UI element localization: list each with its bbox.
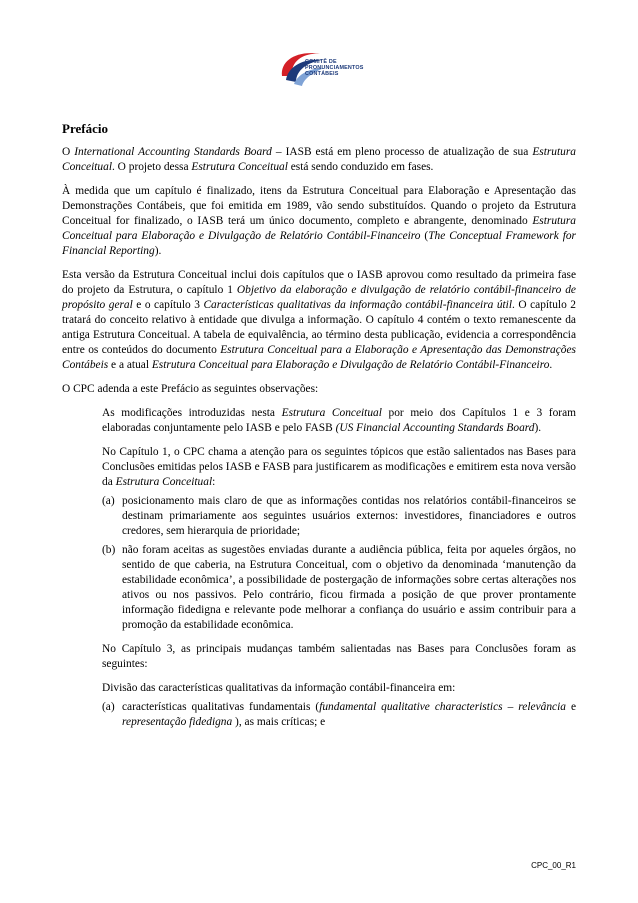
logo-line-3: CONTÁBEIS [305, 71, 339, 78]
text: . O projeto dessa [111, 161, 192, 173]
paragraph-2 [62, 184, 576, 259]
list-item [102, 543, 576, 633]
text: e a atual [108, 359, 152, 371]
list-item-text [122, 700, 576, 730]
text: e o capítulo 3 [132, 299, 204, 311]
paragraph-1 [62, 145, 576, 175]
paragraph-8: Divisão das características qualitativas da informação contábil-financeira em: [102, 682, 456, 694]
list-item-text: posicionamento mais claro de que as informações contidas nos relatórios contábil-financeiros se destinam primariamente aos seguintes usuários externos: investidores, financiadores e outros credores, sem hierarquia de prioridade; [122, 495, 576, 537]
text: ). [534, 422, 542, 434]
text: As modificações introduzidas nesta [102, 407, 282, 419]
emphasis: fundamental qualitative characteristics [319, 701, 503, 713]
list-item-label: (a) [102, 701, 115, 713]
paragraph-4: O CPC adenda a este Prefácio as seguintes observações: [62, 383, 319, 395]
list-item-text: não foram aceitas as sugestões enviadas durante a audiência pública, feita por aqueles órgãos, no sentido de que caberia, na Estrutura Conceitual, com o objetivo da denominada ‘manutenção da estabilidade econômica’, a possibilidade de postergação de informações sobre certas alterações nos ativos ou nos passivos. Pelo contrário, ficou firmada a posição de que prover prontamente informação fidedigna e relevante pode melhorar a confiança do usuário e assim contribuir para a promoção da estabilidade econômica. [122, 544, 576, 631]
text: e [565, 701, 576, 713]
text: À medida que um capítulo é finalizado, itens da Estrutura Conceitual para Elaboração e Apresentação das Demonstrações Contábeis, que foi emitida em 1989, vão sendo substituídos. Quando o projeto da Estrutura Conceitual for finalizado, o IASB terá um único documento, completo e abrangente, denominado [62, 185, 576, 227]
list-item [102, 494, 576, 539]
text: está sendo conduzido em fases. [287, 161, 434, 173]
emphasis: (US Financial Accounting Standards Board [335, 422, 535, 434]
paragraph-3 [62, 268, 576, 373]
page-title: Prefácio [62, 121, 108, 136]
list-item [102, 700, 576, 730]
page-footer-code: CPC_00_R1 [531, 861, 576, 870]
emphasis: Estrutura Conceitual [115, 476, 213, 488]
text: O [62, 146, 75, 158]
emphasis: The Conceptual Framework for Financial Reporting [62, 230, 576, 257]
text: . O capítulo 2 tratará do conceito relativo à entidade que divulga a informação. O capítulo 4 contém o texto remanescente da antiga Estrutura Conceitual. A tabela de equivalência, ao término desta publicação, evidencia a correspondência entre os conteúdos do documento [62, 299, 576, 356]
emphasis: relevância [518, 701, 566, 713]
emphasis: Estrutura Conceitual [191, 161, 288, 173]
text: ( [420, 230, 429, 242]
paragraph-7: No Capítulo 3, as principais mudanças também salientadas nas Bases para Conclusões foram as seguintes: [102, 643, 576, 670]
text: – [502, 701, 519, 713]
paragraph-5 [102, 406, 576, 436]
document-body [62, 120, 576, 734]
emphasis: Características qualitativas da informação contábil-financeira útil [203, 299, 513, 311]
text: : [212, 476, 216, 488]
text: Esta versão da Estrutura Conceitual inclui dois capítulos que o IASB aprovou como resultado da primeira fase do projeto da Estrutura, o capítulo 1 [62, 269, 576, 296]
text: características qualitativas fundamentais ( [122, 701, 320, 713]
text: por meio dos Capítulos 1 e 3 foram elaboradas conjuntamente pelo IASB e pelo FASB [102, 407, 576, 434]
logo-text [305, 59, 364, 78]
text: No Capítulo 1, o CPC chama a atenção para os seguintes tópicos que estão salientados nas Bases para Conclusões emitidas pelos IASB e FASB para justificarem as modificações e emitirem esta nova versão da [102, 446, 576, 488]
text: ). [154, 245, 162, 257]
list-item-label: (b) [102, 544, 116, 556]
text: – IASB está em pleno processo de atualização de sua [271, 146, 533, 158]
emphasis: International Accounting Standards Board [74, 146, 272, 158]
logo-line-1: COMITÊ DE [305, 59, 337, 65]
emphasis: Estrutura Conceitual para a Elaboração e Apresentação das Demonstrações Contábeis [62, 344, 576, 371]
logo-line-2: PRONUNCIAMENTOS [305, 65, 364, 72]
emphasis: Estrutura Conceitual [281, 407, 382, 419]
emphasis: Estrutura Conceitual para Elaboração e Divulgação de Relatório Contábil-Financeiro [62, 215, 576, 242]
emphasis: Estrutura Conceitual para Elaboração e Divulgação de Relatório Contábil-Financeiro [151, 359, 550, 371]
emphasis: Estrutura Conceitual [62, 146, 576, 173]
emphasis: representação fidedigna [122, 716, 233, 728]
list-item-label: (a) [102, 495, 115, 507]
text: . [549, 359, 553, 371]
emphasis: Objetivo da elaboração e divulgação de relatório contábil-financeiro de propósito geral [62, 284, 576, 311]
cpc-logo [276, 46, 372, 94]
text: ), as mais críticas; e [232, 716, 326, 728]
paragraph-6 [102, 445, 576, 490]
